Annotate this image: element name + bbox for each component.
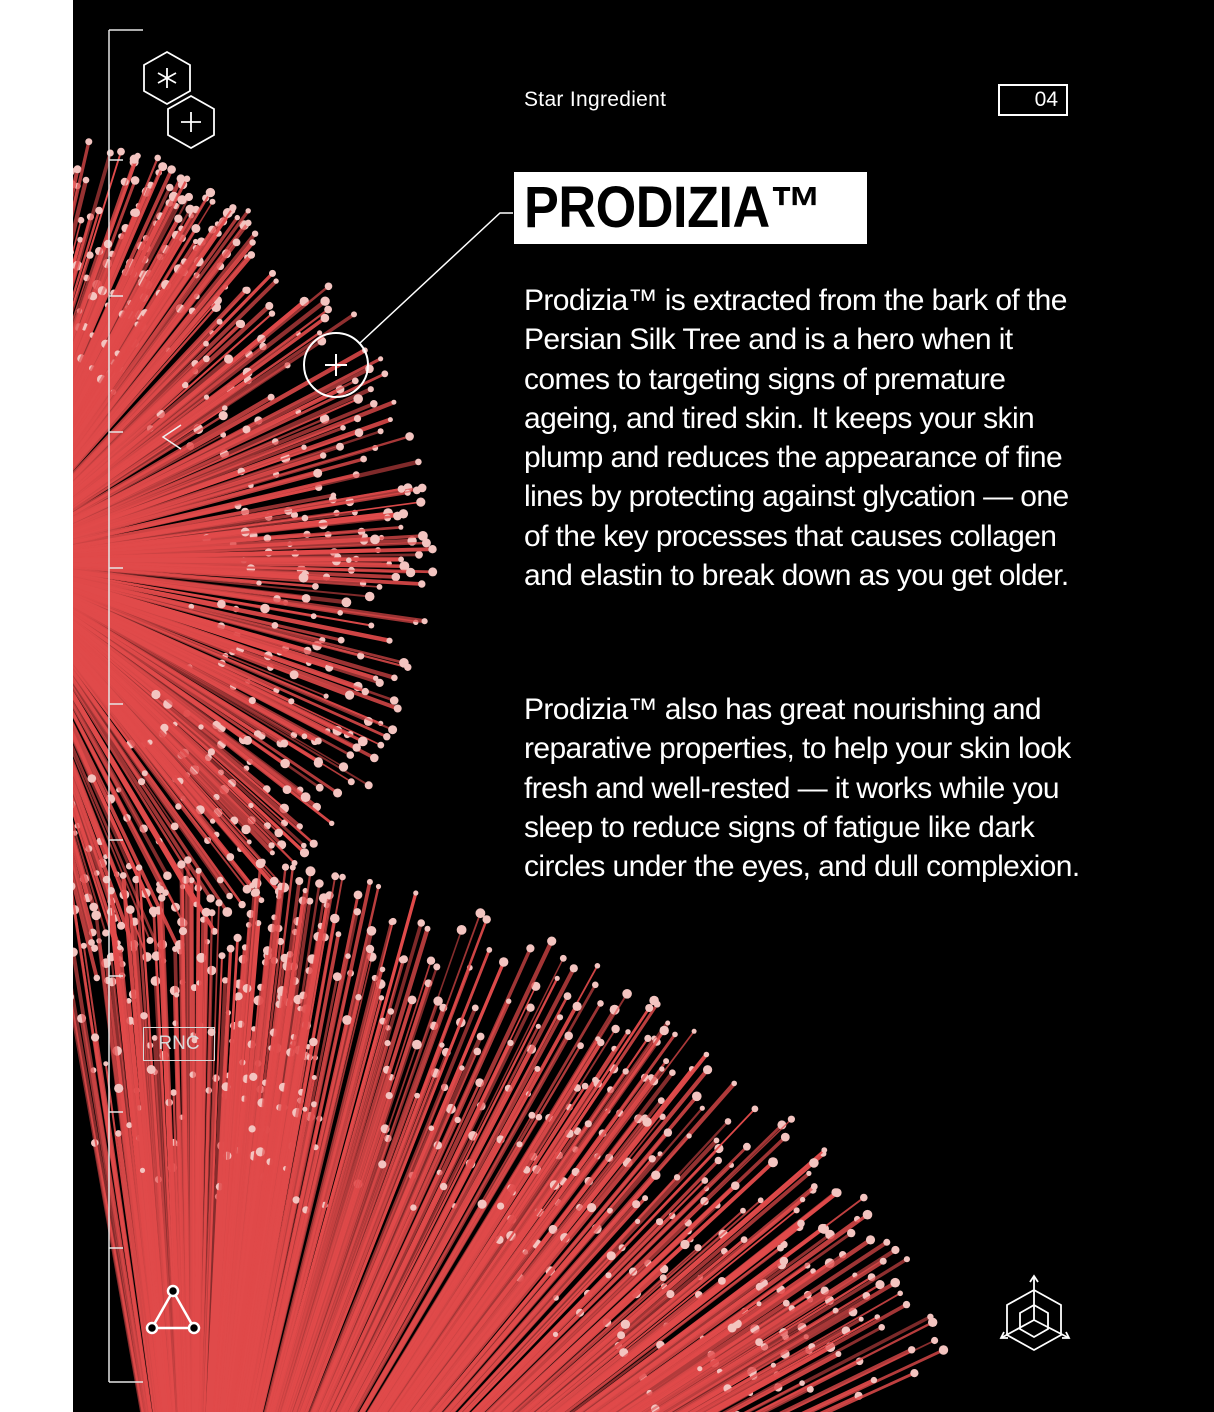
- ingredient-panel: [73, 0, 1214, 1412]
- chevron-left-icon: [163, 425, 181, 449]
- triangle-nodes-icon: [147, 1286, 199, 1333]
- hexagon-plus-icon: [168, 96, 214, 148]
- ingredient-title-box: [514, 172, 867, 244]
- ingredient-title: PRODIZIA™: [524, 175, 822, 240]
- section-kicker: Star Ingredient: [524, 88, 667, 111]
- target-crosshair-icon: [304, 333, 368, 397]
- cube-axes-icon: [1001, 1276, 1069, 1350]
- hexagon-asterisk-icon: [144, 52, 190, 104]
- callout-leader-line: [360, 213, 513, 343]
- rnc-tag: RNC: [143, 1027, 215, 1061]
- description-paragraph-1: Prodizia™ is extracted from the bark of the Persian Silk Tree and is a hero when it comes to targeting signs of premature ageing, and tired skin. It keeps your skin plump and reduces the appearance of fine lines by protecting against glycation — one of the key processes that causes collagen and elastin to break down as you get older.: [524, 284, 1069, 593]
- description-paragraph-2: Prodizia™ also has great nourishing and reparative properties, to help your skin look fresh and well-rested — it works while you sleep to reduce signs of fatigue like dark circles under the eyes, and dull complexion.: [524, 693, 1080, 884]
- vertical-ruler: [109, 30, 143, 1382]
- page-number-badge: 04: [998, 84, 1068, 116]
